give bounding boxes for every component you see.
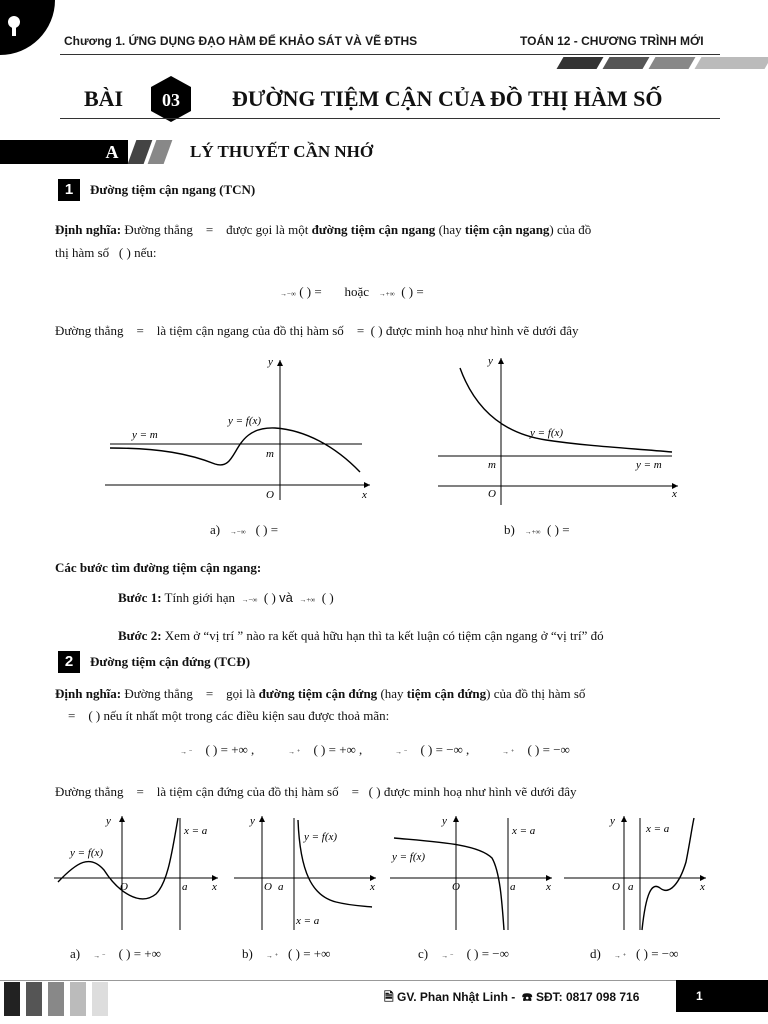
m-label: m bbox=[266, 448, 274, 460]
svg-text:y = f(x): y = f(x) bbox=[70, 847, 104, 859]
footer-block bbox=[4, 982, 20, 1016]
phone-icon: ☎ bbox=[521, 990, 533, 1004]
svg-text:x: x bbox=[370, 881, 375, 893]
graph-horizontal-asymptote-b bbox=[436, 350, 686, 505]
svg-text:O: O bbox=[612, 881, 620, 893]
header-stripe bbox=[557, 57, 604, 69]
header-subject: TOÁN 12 - CHƯƠNG TRÌNH MỚI bbox=[520, 34, 704, 48]
graph-vertical-asymptote-b bbox=[232, 812, 382, 936]
vertical-caption-c: c) → ⁻ ( ) = −∞ bbox=[418, 946, 509, 961]
svg-text:x = a: x = a bbox=[646, 823, 670, 835]
m-label: m bbox=[488, 459, 496, 471]
svg-text:y: y bbox=[250, 815, 255, 827]
steps-title: Các bước tìm đường tiệm cận ngang: bbox=[55, 560, 262, 575]
function-label: y = f(x) bbox=[228, 415, 262, 427]
svg-text:03: 03 bbox=[162, 90, 180, 110]
y-label: y bbox=[268, 356, 273, 368]
lesson-title: ĐƯỜNG TIỆM CẬN CỦA ĐỒ THỊ HÀM SỐ bbox=[232, 86, 663, 111]
vertical-caption-a: a) → ⁻ ( ) = +∞ bbox=[70, 946, 161, 961]
graph-b-caption: b) →+∞ ( ) = bbox=[504, 522, 570, 537]
step2: Bước 2: Xem ở “vị trí ” nào ra kết quả hữu hạn thì ta kết luận có tiệm cận ngang ở “vị trí” đó bbox=[118, 628, 604, 643]
svg-text:O: O bbox=[452, 881, 460, 893]
graph-vertical-asymptote-d bbox=[562, 812, 712, 936]
condition-2: → ⁺ ( ) = +∞ , bbox=[288, 742, 363, 757]
condition-4: → ⁺ ( ) = −∞ bbox=[502, 742, 570, 757]
lesson-number-badge bbox=[148, 76, 194, 122]
x-label: x bbox=[362, 489, 367, 501]
footer-block bbox=[70, 982, 86, 1016]
document-icon: 🗎 bbox=[384, 990, 394, 1004]
svg-text:a: a bbox=[510, 881, 516, 893]
condition-3: → ⁻ ( ) = −∞ , bbox=[395, 742, 470, 757]
graph-vertical-asymptote-c bbox=[388, 812, 558, 936]
step1: Bước 1: Tính giới hạn →−∞ ( ) và →+∞ ( ) bbox=[118, 590, 334, 605]
svg-text:x: x bbox=[700, 881, 705, 893]
asymptote-label: y = m bbox=[132, 429, 158, 441]
header-chapter: Chương 1. ỨNG DỤNG ĐẠO HÀM ĐỂ KHẢO SÁT VÀ VẼ ĐTHS bbox=[64, 34, 418, 48]
footer-divider bbox=[0, 980, 768, 981]
origin-label: O bbox=[266, 489, 274, 501]
svg-text:y = f(x): y = f(x) bbox=[392, 851, 426, 863]
footer-block bbox=[26, 982, 42, 1016]
corner-logo bbox=[0, 0, 60, 60]
header-stripe bbox=[695, 57, 768, 69]
svg-text:O: O bbox=[120, 881, 128, 893]
title-divider bbox=[60, 118, 720, 119]
part1-number: 1 bbox=[58, 179, 80, 201]
section-title: LÝ THUYẾT CẦN NHỚ bbox=[190, 142, 374, 161]
header-divider bbox=[60, 54, 720, 55]
x-label: x bbox=[672, 488, 677, 500]
asymptote-label: y = m bbox=[636, 459, 662, 471]
svg-text:x: x bbox=[546, 881, 551, 893]
svg-text:y: y bbox=[106, 815, 111, 827]
part1-limit-formula: →−∞ ( ) = hoặc →+∞ ( ) = bbox=[280, 284, 424, 299]
header-stripe bbox=[649, 57, 696, 69]
footer-contact: 🗎 GV. Phan Nhật Linh - ☎ SĐT: 0817 098 716 bbox=[384, 990, 640, 1004]
condition-1: → ⁻ ( ) = +∞ , bbox=[180, 742, 255, 757]
part2-illustration-text: Đường thẳng = là tiệm cận đứng của đồ thị hàm số = ( ) được minh hoạ như hình vẽ dưới đây bbox=[55, 784, 577, 799]
svg-text:a: a bbox=[182, 881, 188, 893]
svg-text:x = a: x = a bbox=[184, 825, 208, 837]
graph-vertical-asymptote-a bbox=[52, 812, 224, 936]
function-label: y = f(x) bbox=[530, 427, 564, 439]
footer-block bbox=[92, 982, 108, 1016]
section-letter: A bbox=[105, 142, 119, 162]
svg-text:O: O bbox=[264, 881, 272, 893]
origin-label: O bbox=[488, 488, 496, 500]
section-stripe bbox=[148, 140, 173, 164]
y-label: y bbox=[488, 355, 493, 367]
svg-text:y: y bbox=[442, 815, 447, 827]
footer-block bbox=[48, 982, 64, 1016]
part2-title: Đường tiệm cận đứng (TCĐ) bbox=[90, 654, 251, 669]
part1-definition-line2: thị hàm số ( ) nếu: bbox=[55, 245, 157, 260]
svg-text:a: a bbox=[278, 881, 284, 893]
svg-text:x: x bbox=[212, 881, 217, 893]
part1-illustration-text: Đường thẳng = là tiệm cận ngang của đồ thị hàm số = ( ) được minh hoạ như hình vẽ dưới đây bbox=[55, 323, 579, 338]
graph-a-caption: a) →−∞ ( ) = bbox=[210, 522, 279, 537]
part2-definition-line1: Định nghĩa: Đường thẳng = gọi là đường tiệm cận đứng (hay tiệm cận đứng) của đồ thị hàm số bbox=[55, 686, 586, 701]
svg-text:x = a: x = a bbox=[296, 915, 320, 927]
svg-text:a: a bbox=[628, 881, 634, 893]
svg-text:x = a: x = a bbox=[512, 825, 536, 837]
part2-number: 2 bbox=[58, 651, 80, 673]
graph-horizontal-asymptote-a bbox=[100, 350, 380, 505]
vertical-caption-d: d) → ⁺ ( ) = −∞ bbox=[590, 946, 679, 961]
part1-definition-line1: Định nghĩa: Đường thẳng = được gọi là một đường tiệm cận ngang (hay tiệm cận ngang) của đồ bbox=[55, 222, 592, 237]
part1-title: Đường tiệm cận ngang (TCN) bbox=[90, 182, 256, 197]
header-stripe bbox=[603, 57, 650, 69]
part2-definition-line2: = ( ) nếu ít nhất một trong các điều kiện sau được thoả mãn: bbox=[68, 708, 390, 723]
svg-text:y: y bbox=[610, 815, 615, 827]
vertical-caption-b: b) → ⁺ ( ) = +∞ bbox=[242, 946, 331, 961]
svg-text:y = f(x): y = f(x) bbox=[304, 831, 338, 843]
lesson-label: BÀI bbox=[84, 86, 124, 111]
page-number: 1 bbox=[676, 980, 768, 1012]
